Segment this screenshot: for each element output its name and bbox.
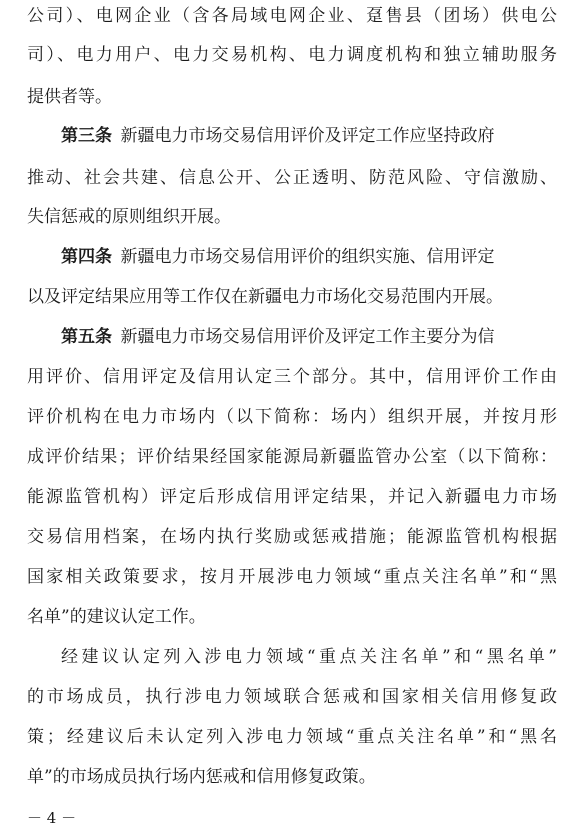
text-line: 能源监管机构）评定后形成信用评定结果，并记入新疆电力市场 [27,487,557,507]
text-line: 经建议认定列入涉电力领域“重点关注名单”和“黑名单” [61,647,557,667]
text-line: 交易信用档案，在场内执行奖励或惩戒措施；能源监管机构根据 [27,527,557,547]
text-line: 失信惩戒的原则组织开展。 [27,207,231,227]
text-line: 成评价结果；评价结果经国家能源局新疆监管办公室（以下简称： [27,447,557,467]
text-line: 新疆电力市场交易信用评价的组织实施、信用评定 [120,247,495,267]
text-line: 策；经建议后未认定列入涉电力领域“重点关注名单”和“黑名 [27,727,557,747]
text-line: 的市场成员，执行涉电力领域联合惩戒和国家相关信用修复政 [27,687,557,707]
text-line: 单”的市场成员执行场内惩戒和信用修复政策。 [27,767,376,787]
text-line: 用评价、信用评定及信用认定三个部分。其中，信用评价工作由 [27,367,557,387]
text-line: 提供者等。 [27,87,112,107]
text-line: 公司）、电网企业（含各局域电网企业、趸售县（团场）供电公 [27,6,557,26]
article-heading: 第四条 [61,247,112,267]
text-line: 国家相关政策要求，按月开展涉电力领域“重点关注名单”和“黑 [27,567,557,587]
text-line: 新疆电力市场交易信用评价及评定工作主要分为信 [120,327,495,347]
article-5-first-line [61,327,557,347]
text-line: 司）、电力用户、电力交易机构、电力调度机构和独立辅助服务 [27,45,557,65]
article-4-first-line [61,247,557,267]
article-heading: 第五条 [61,327,112,347]
text-line: 推动、社会共建、信息公开、公正透明、防范风险、守信激励、 [27,168,557,188]
text-line: 新疆电力市场交易信用评价及评定工作应坚持政府 [120,126,495,146]
text-line: 以及评定结果应用等工作仅在新疆电力市场化交易范围内开展。 [27,287,503,307]
page-number: － 4 － [27,809,77,827]
article-heading: 第三条 [61,126,112,146]
article-3-first-line [61,126,557,146]
text-line: 名单”的建议认定工作。 [27,607,206,627]
text-line: 评价机构在电力市场内（以下简称：场内）组织开展，并按月形 [27,407,557,427]
